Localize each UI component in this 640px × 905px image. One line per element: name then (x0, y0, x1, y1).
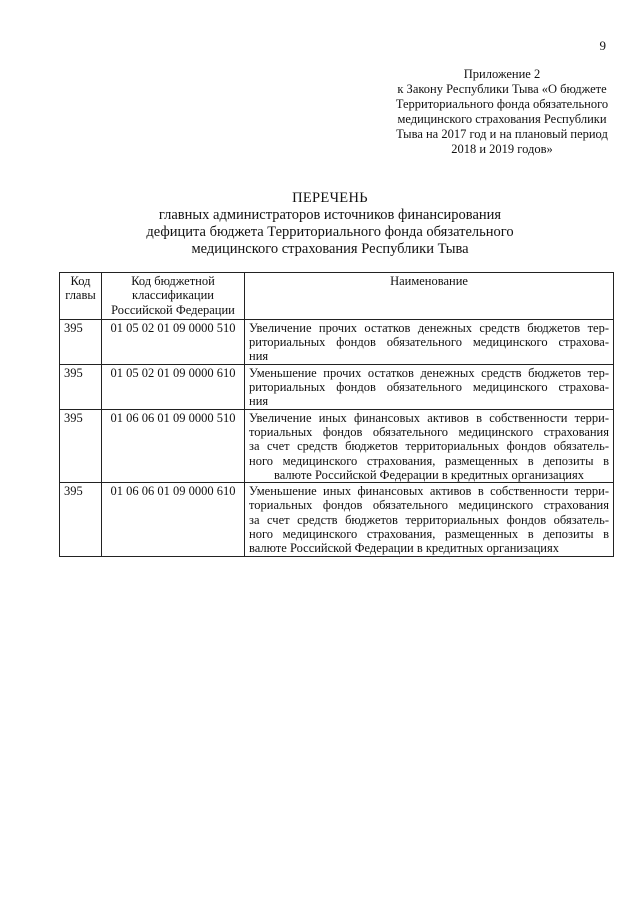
page-number: 9 (599, 38, 606, 53)
appendix-line: Тыва на 2017 год и на плановый период (396, 127, 608, 141)
table-row (60, 319, 614, 364)
title-heading: ПЕРЕЧЕНЬ (292, 190, 368, 206)
appendix-line: к Закону Республики Тыва «О бюджете (397, 82, 607, 96)
classification-code-cell: 01 06 06 01 09 0000 610 (102, 483, 245, 556)
chapter-code-cell: 395 (60, 409, 102, 482)
table-row (60, 483, 614, 556)
administrators-table (59, 272, 614, 557)
classification-code-cell: 01 05 02 01 09 0000 610 (102, 364, 245, 409)
chapter-code-cell: 395 (60, 483, 102, 556)
header-chapter-code: Код главы (60, 273, 102, 320)
chapter-code-cell: 395 (60, 364, 102, 409)
appendix-line: Приложение 2 (463, 67, 541, 81)
title-line: медицинского страхования Республики Тыва (191, 241, 469, 257)
chapter-code-cell: 395 (60, 319, 102, 364)
table-row (60, 364, 614, 409)
table-row (60, 409, 614, 482)
title-line: дефицита бюджета Территориального фонда обязательного (146, 224, 514, 240)
classification-code-cell: 01 05 02 01 09 0000 510 (102, 319, 245, 364)
appendix-note (372, 67, 632, 157)
header-name: Наименование (245, 273, 614, 320)
name-cell: Уменьшение иных финансовых активов в собственности терри- ториальных фондов обязательного медицинского страхования за счет средств бюджетов территориальных фондов обязатель- ного медицинского страхования, размещенных в депозиты в валюте Российской Федерации в кредитных организациях (245, 483, 614, 556)
appendix-line: медицинского страхования Республики (397, 112, 607, 126)
name-cell: Увеличение иных финансовых активов в собственности терри- ториальных фондов обязательного медицинского страхования за счет средств бюджетов территориальных фондов обязатель- ного медицинского страхования, размещенных в депозиты в валюте Российской Федерации в кредитных организациях (245, 409, 614, 482)
header-budget-classification-code: Код бюджетной классификации Российской Федерации (102, 273, 245, 320)
appendix-line: Территориального фонда обязательного (395, 97, 609, 111)
classification-code-cell: 01 06 06 01 09 0000 510 (102, 409, 245, 482)
document-title (60, 190, 600, 258)
appendix-line: 2018 и 2019 годов» (451, 142, 553, 156)
title-line: главных администраторов источников финансирования (158, 207, 502, 223)
table-header-row (60, 273, 614, 320)
name-cell: Уменьшение прочих остатков денежных средств бюджетов тер- риториальных фондов обязательного медицинского страхова- ния (245, 364, 614, 409)
name-cell: Увеличение прочих остатков денежных средств бюджетов тер- риториальных фондов обязательного медицинского страхова- ния (245, 319, 614, 364)
